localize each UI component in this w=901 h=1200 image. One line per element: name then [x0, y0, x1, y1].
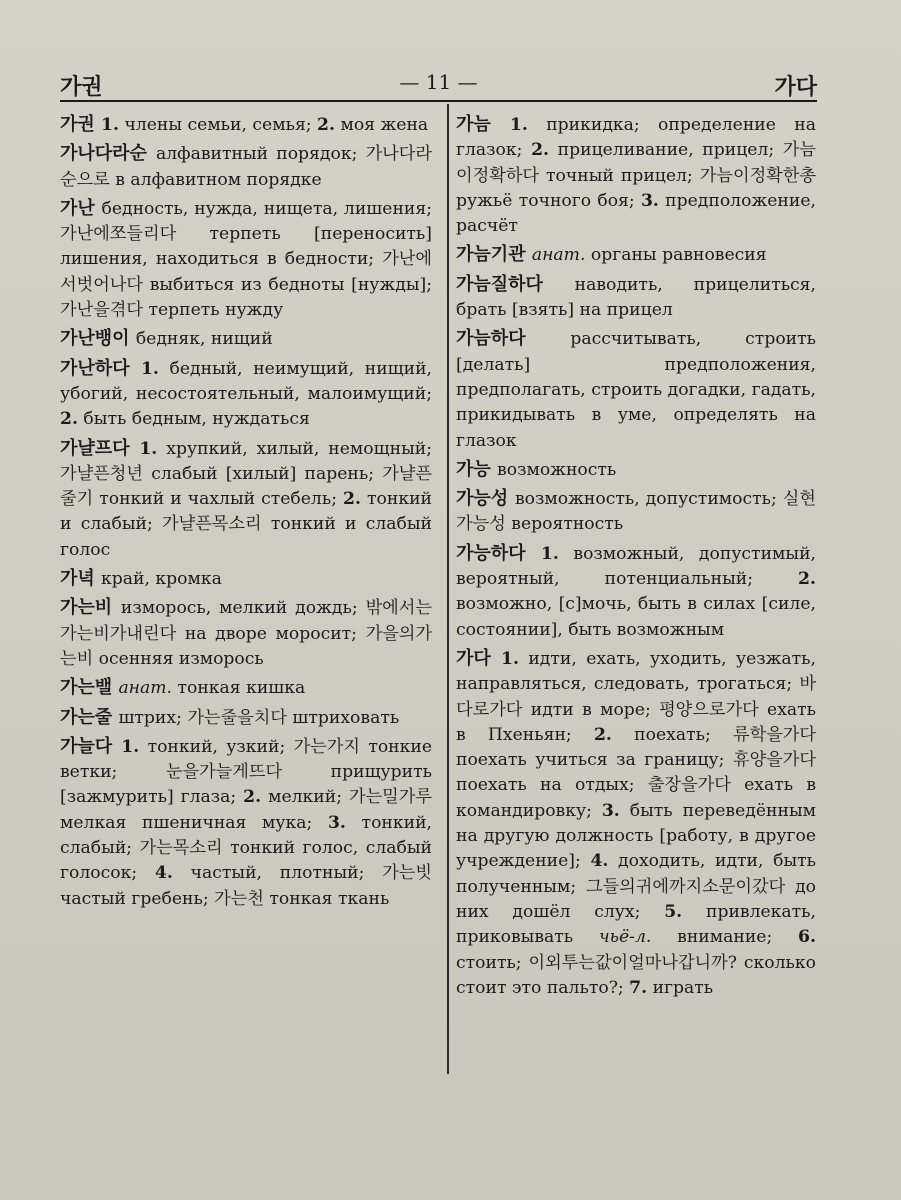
- sense-number: 2.: [60, 409, 78, 430]
- entry-definition: внимание;: [651, 927, 799, 948]
- sense-number: 1.: [121, 736, 140, 757]
- sense-number: 2.: [798, 569, 816, 590]
- entry-definition: органы равновесия: [585, 245, 767, 266]
- dictionary-entry: [456, 326, 816, 453]
- entry-headword: 가난뱅이: [60, 328, 136, 350]
- entry-definition: край, кромка: [101, 569, 222, 590]
- dictionary-entry: [456, 112, 816, 239]
- dictionary-entry: [60, 734, 432, 912]
- sense-number: 6.: [798, 927, 816, 948]
- entry-headword: 가냘프다: [60, 437, 140, 459]
- dictionary-entry: [60, 566, 432, 592]
- entry-definition: прицеливание, прицел; 가늠이정확하다 точный прицел; 가늠이정확한총 ружьё точного боя;: [456, 140, 816, 211]
- entry-definition: рассчитывать, строить [делать] предположения, предполагать, строить догадки, гадать, прикидывать в уме, определять на глазок: [456, 329, 816, 451]
- dictionary-entry: [60, 595, 432, 672]
- entry-headword: 가난: [60, 197, 102, 219]
- entry-definition: наводить, прицелиться, брать [взять] на прицел: [456, 274, 816, 321]
- sense-number: 2.: [343, 489, 361, 510]
- sense-number: 3.: [601, 800, 620, 821]
- entry-definition: доходить, идти, быть полученным; 그들의귀에까지소문이갔다 до них дошёл слух;: [456, 851, 816, 922]
- entry-definition: члены семьи, семья;: [119, 115, 318, 135]
- entry-definition: тонкий и слабый; 가냘픈목소리 тонкий и слабый голос: [60, 489, 432, 560]
- entry-headword: 가늠질하다: [456, 273, 575, 295]
- entry-definition: прикидка; определение на глазок;: [456, 115, 816, 161]
- entry-definition: быть бедным, нуждаться: [77, 409, 310, 430]
- entry-definition: тонкий, узкий; 가는가지 тонкие ветки; 눈을가늘게뜨다 прищурить [зажмурить] глаза;: [60, 736, 432, 808]
- entry-definition: частый, плотный; 가는빗 частый гребень; 가는천 тонкая ткань: [60, 863, 433, 909]
- sense-number: 1.: [509, 115, 528, 135]
- entry-definition: изморось, мелкий дождь; 밖에서는가는비가내린다 на дворе моросит; 가을의가는비 осенняя изморось: [60, 598, 432, 669]
- entry-definition: тонкая кишка: [172, 678, 306, 699]
- entry-definition: возможно, [с]мочь, быть в силах [силе, состоянии], быть возможным: [456, 594, 816, 640]
- entry-headword: 가권: [60, 114, 102, 135]
- sense-number: 3.: [327, 812, 346, 833]
- sense-number: 7.: [629, 977, 648, 998]
- entry-headword: 가녁: [60, 568, 102, 590]
- dictionary-entry: [60, 196, 432, 323]
- entry-definition: возможный, допустимый, вероятный, потенциальный;: [456, 543, 816, 590]
- entry-definition: играть: [647, 977, 714, 998]
- entry-headword: 가다: [456, 647, 501, 669]
- dictionary-entry: [456, 242, 816, 268]
- entry-headword: 가는밸: [60, 677, 119, 699]
- sense-number: 2.: [593, 724, 612, 745]
- entry-definition: бедный, неимущий, нищий, убогий, несостоятельный, малоимущий;: [60, 358, 432, 404]
- dictionary-entry: [60, 705, 432, 731]
- page-header: [60, 66, 817, 102]
- entry-definition: моя жена: [335, 115, 429, 135]
- dictionary-entry: [456, 457, 816, 483]
- sense-number: 1.: [500, 648, 519, 669]
- entry-headword: 가능하다: [456, 542, 541, 564]
- sense-number: 5.: [664, 901, 683, 922]
- dictionary-entry: [60, 436, 432, 563]
- entry-definition: предположение, расчёт: [456, 190, 816, 237]
- sense-number: 3.: [640, 190, 659, 211]
- sense-number: 4.: [590, 851, 609, 872]
- entry-headword: 가늘다: [60, 735, 122, 757]
- entry-definition: возможность: [497, 459, 617, 480]
- dictionary-entry: [60, 326, 432, 352]
- sense-number: 4.: [154, 863, 173, 884]
- entry-definition: мелкий; 가는밀가루 мелкая пшеничная мука;: [60, 787, 432, 833]
- sense-number: 1.: [139, 438, 158, 459]
- dictionary-entry: [456, 646, 816, 1001]
- entry-definition: алфавитный порядок; 가나다라순으로 в алфавитном порядке: [60, 144, 432, 190]
- entry-headword: 가는줄: [60, 706, 119, 728]
- column-divider: [447, 104, 449, 1074]
- entry-definition: поехать; 류학을가다 поехать учиться за границу; 휴양을가다 поехать на отдых; 출장을가다 ехать в командировку;: [456, 724, 817, 821]
- entry-headword: 가능: [456, 458, 498, 480]
- entry-headword: 가는비: [60, 597, 121, 619]
- sense-number: 2.: [243, 787, 262, 808]
- right-column: [456, 112, 816, 1004]
- entry-definition: возможность, допустимость; 실현가능성 вероятность: [456, 489, 816, 535]
- header-left-headword: 가권: [60, 74, 103, 100]
- header-right-headword: 가다: [774, 74, 817, 100]
- entry-definition: быть переведённым на другую должность [работу, в другое учреждение];: [456, 800, 816, 872]
- page-number: — 11 —: [399, 70, 478, 94]
- dictionary-entry: [456, 541, 816, 643]
- entry-headword: 가능성: [456, 488, 515, 510]
- entry-headword: 가난하다: [60, 357, 141, 379]
- dictionary-entry: [60, 356, 432, 433]
- entry-definition: бедность, нужда, нищета, лишения; 가난에쪼들리다 терпеть [переносить] лишения, находиться в бедности; 가난에서벗어나다 выбиться из бедноты [нужды]; 가난을겪다 терпеть нужду: [60, 198, 432, 321]
- entry-headword: 가늠: [456, 114, 510, 135]
- dictionary-entry: [60, 675, 432, 701]
- entry-definition: привлекать, приковывать: [456, 901, 816, 948]
- usage-label: чьё-л.: [598, 927, 652, 948]
- sense-number: 1.: [540, 543, 559, 564]
- dictionary-entry: [60, 141, 432, 193]
- sense-number: 2.: [317, 115, 335, 135]
- entry-headword: 가나다라순: [60, 143, 156, 165]
- dictionary-entry: [456, 272, 816, 324]
- usage-label: анат.: [531, 245, 586, 266]
- dictionary-entry: [60, 112, 432, 138]
- sense-number: 2.: [531, 140, 550, 161]
- entry-definition: хрупкий, хилый, немощный; 가냘픈청년 слабый [хилый] парень; 가냘픈줄기 тонкий и чахлый стебель;: [60, 438, 432, 510]
- sense-number: 1.: [140, 358, 159, 379]
- entry-definition: штрих; 가는줄을치다 штриховать: [118, 707, 400, 728]
- entry-definition: стоить; 이외투는값이얼마나갑니까? сколько стоит это пальто?;: [456, 952, 816, 998]
- entry-definition: бедняк, нищий: [135, 329, 273, 350]
- entry-definition: тонкий, слабый; 가는목소리 тонкий голос, слабый голосок;: [60, 812, 432, 884]
- sense-number: 1.: [101, 115, 119, 135]
- usage-label: анат.: [118, 678, 173, 699]
- dictionary-entry: [456, 486, 816, 538]
- left-column: [60, 112, 432, 915]
- entry-headword: 가늠기관: [456, 244, 532, 266]
- entry-headword: 가늠하다: [456, 328, 571, 350]
- entry-definition: идти, ехать, уходить, уезжать, направляться, следовать, трогаться; 바다로가다 идти в море; 평양으로가다 ехать в Пхеньян;: [456, 648, 817, 745]
